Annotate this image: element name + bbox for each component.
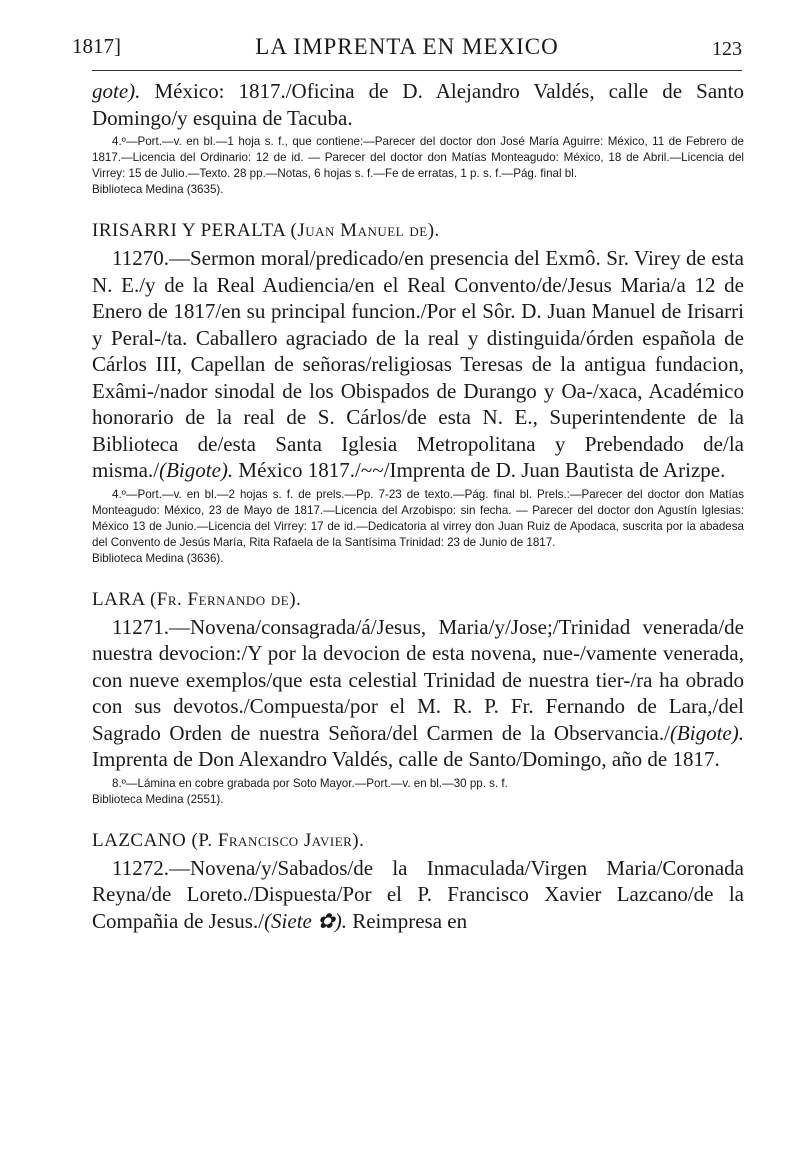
- entry-notes: [92, 487, 744, 567]
- notes-text: 8.º—Lámina en cobre grabada por Soto Mayor.—Port.—v. en bl.—30 pp. s. f.: [112, 776, 508, 790]
- ornament-note: (Bigote).: [159, 458, 234, 482]
- entry-11272: [92, 855, 744, 935]
- library-ref: Biblioteca Medina (3636).: [92, 551, 224, 565]
- author-given: (Juan Manuel de).: [290, 220, 440, 241]
- entry-imprint: Imprenta de Don Alexandro Valdés, calle de Santo/Domingo, año de 1817.: [92, 747, 720, 771]
- running-header: [72, 28, 742, 68]
- ornament-note: gote).: [92, 79, 141, 103]
- entry-imprint: México 1817./~~/Imprenta de D. Juan Bautista de Arizpe.: [233, 458, 726, 482]
- header-title: LA IMPRENTA EN MEXICO: [255, 34, 559, 59]
- header-rule: [92, 70, 742, 71]
- notes-text: 4.º—Port.—v. en bl.—2 hojas s. f. de prels.—Pp. 7-23 de texto.—Pág. final bl. Prels.:—Parecer del doctor don Matías Monteagudo: México, 23 de Mayo de 1817.—Licencia del Arzobispo: sin fecha. — Parecer del doctor don Agustín Iglesias: México 13 de Junio.—Licencia del Virrey: 17 de id.—Dedicatoria al virrey don Juan Ruiz de Apodaca, suscrita por la abadesa del Convento de Jesús María, Rita Rafaela de la Santísima Trinidad: 23 de Junio de 1817.: [92, 487, 744, 549]
- library-ref: Biblioteca Medina (2551).: [92, 792, 224, 806]
- author-name: LAZCANO: [92, 829, 187, 851]
- entry-text: 11270.—Sermon moral/predicado/en presencia del Exmô. Sr. Virey de esta N. E./y de la Real Audiencia/en el Real Convento/de/Jesus Maria/a 12 de Enero de 1817/en su principal funcion./Por el Sôr. D. Juan Manuel de Irisarri y Peral-/ta. Caballero agraciado de la real y distinguida/órden española de Cárlos III, Capellan de señoras/religiosas Teresas de la antigua fundacion, Exâmi-/nador sinodal de los Obispados de Durango y Oa-/xaca, Académico honorario de la real de S. Cárlos/de esta N. E., Superintendente de la Biblioteca de/esta Santa Iglesia Metropolitana y Prebendado de/la misma./: [92, 246, 744, 482]
- ornament-note: (Bigote).: [669, 720, 744, 745]
- author-heading: [92, 830, 744, 852]
- entry-notes: [92, 134, 744, 198]
- entry-text: 11272.—Novena/y/Sabados/de la Inmaculada/Virgen Maria/Coronada Reyna/de Loreto./Dispuesta/Por el P. Francisco Xavier Lazcano/de la Compañia de Jesus./: [92, 855, 744, 933]
- author-name: LARA: [92, 588, 145, 610]
- ornament-note: (Siete ✿).: [264, 908, 347, 933]
- author-given: (Fr. Fernando de).: [149, 588, 302, 610]
- entry-imprint: Reimpresa en: [346, 908, 468, 933]
- author-given: (P. Francisco Javier).: [191, 829, 365, 851]
- author-heading: [92, 589, 744, 611]
- entry-text: 11271.—Novena/consagrada/á/Jesus, Maria/y/Jose;/Trinidad venerada/de nuestra devocion:/Y por la devocion de esta novena, nue-/vamente venerada, con nueve exemplos/que esta celestial Trinidad de nuestra tier-/ra ha obrado con sus devotos./Compuesta/por el M. R. P. Fr. Fernando de Lara,/del Sagrado Orden de nuestra Señora/del Carmen de la Observancia./: [92, 614, 744, 745]
- library-ref: Biblioteca Medina (3635).: [92, 183, 224, 196]
- entry-continuation: [92, 78, 744, 131]
- page-body: [92, 78, 744, 934]
- entry-11270: [92, 245, 744, 484]
- author-name: IRISARRI Y PERALTA: [92, 220, 286, 241]
- notes-text: 4.º—Port.—v. en bl.—1 hoja s. f., que contiene:—Parecer del doctor don José María Aguirre: México, 11 de Febrero de 1817.—Licencia del Ordinario: 12 de id. — Parecer del doctor don Matías Monteagudo: México, 18 de Abril.—Licencia del Virrey: 15 de Julio.—Texto. 28 pp.—Notas, 6 hojas s. f.—Fe de erratas, 1 p. s. f.—Pág. final bl.: [92, 135, 744, 180]
- page-number: 123: [712, 38, 742, 60]
- author-heading: [92, 220, 744, 242]
- entry-text: México: 1817./Oficina de D. Alejandro Valdés, calle de Santo Domingo/y esquina de Tacuba.: [92, 79, 744, 130]
- entry-notes: [92, 776, 744, 808]
- entry-11271: [92, 614, 744, 773]
- header-year: 1817]: [72, 34, 121, 58]
